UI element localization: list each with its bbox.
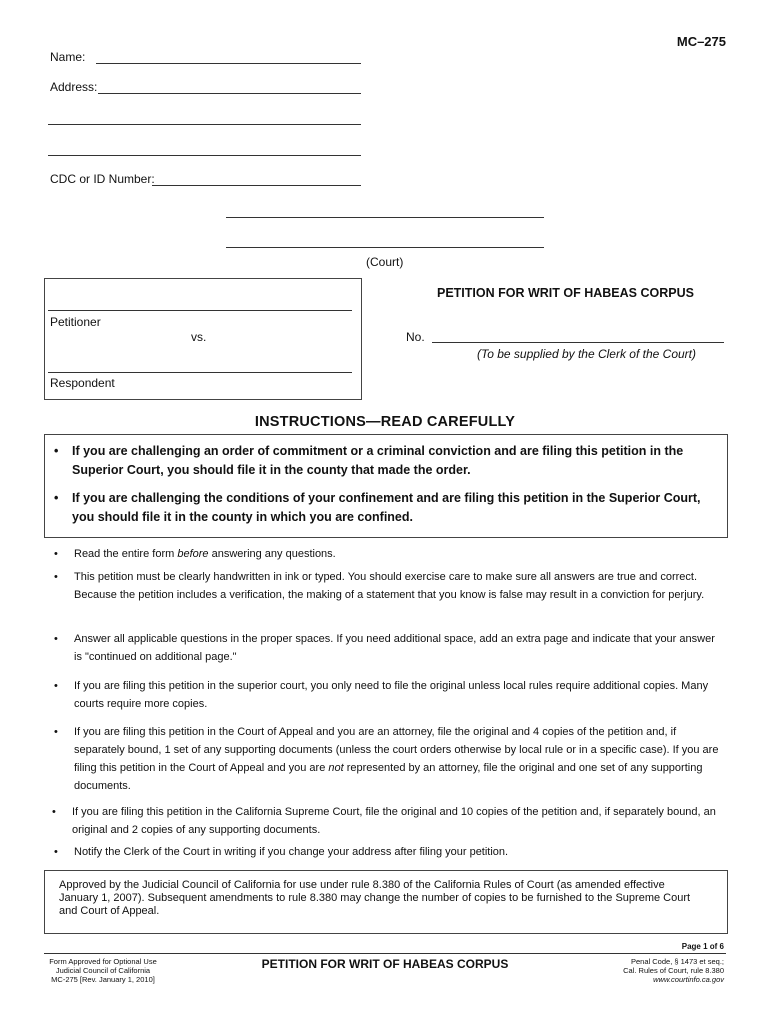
petitioner-label: Petitioner <box>50 315 101 329</box>
bullet: • <box>54 680 58 692</box>
footer-right-line-1: Penal Code, § 1473 et seq.; <box>631 957 724 966</box>
petitioner-field[interactable] <box>48 310 352 311</box>
case-number-note: (To be supplied by the Clerk of the Court) <box>477 347 697 361</box>
vs-label: vs. <box>191 330 207 344</box>
footer-website-link[interactable]: www.courtinfo.ca.gov <box>653 975 724 984</box>
bullet: • <box>54 491 59 505</box>
cdc-field[interactable] <box>152 185 361 186</box>
petition-title: PETITION FOR WRIT OF HABEAS CORPUS <box>437 286 694 300</box>
case-number-field[interactable] <box>432 342 724 343</box>
cdc-label: CDC or ID Number: <box>50 172 155 186</box>
bullet: • <box>52 806 56 818</box>
court-label: (Court) <box>366 255 404 269</box>
footer-right-line-2: Cal. Rules of Court, rule 8.380 <box>623 966 724 975</box>
bullet: • <box>54 548 58 560</box>
approval-notice-box <box>44 870 728 934</box>
case-number-label: No. <box>406 330 425 344</box>
bullet: • <box>54 571 58 583</box>
footer-left-line-3: MC-275 [Rev. January 1, 2010] <box>51 975 155 984</box>
address-label: Address: <box>50 80 98 94</box>
instructions-heading: INSTRUCTIONS—READ CAREFULLY <box>254 414 516 430</box>
footer-title: PETITION FOR WRIT OF HABEAS CORPUS <box>261 957 509 971</box>
footer-divider <box>44 953 726 954</box>
bullet: • <box>54 444 59 458</box>
bullet: • <box>54 633 58 645</box>
footer-left-line-1: Form Approved for Optional Use <box>49 957 157 966</box>
form-number: MC–275 <box>676 34 726 49</box>
respondent-label: Respondent <box>50 376 115 390</box>
address-field[interactable] <box>98 93 361 94</box>
footer-right <box>574 957 724 984</box>
court-field-line-2[interactable] <box>226 247 544 248</box>
bullet: • <box>54 846 58 858</box>
name-field[interactable] <box>96 63 361 64</box>
respondent-field[interactable] <box>48 372 352 373</box>
page-number: Page 1 of 6 <box>681 942 724 951</box>
name-label: Name: <box>50 50 86 64</box>
footer-left-line-2: Judicial Council of California <box>55 966 151 975</box>
address-field-line-2[interactable] <box>48 124 361 125</box>
address-field-line-3[interactable] <box>48 155 361 156</box>
court-field-line-1[interactable] <box>226 217 544 218</box>
bullet: • <box>54 726 58 738</box>
approval-notice-text: Approved by the Judicial Council of California for use under rule 8.380 of the California Rules of Court (as amended effective January 1, 2007). Subsequent amendments to rule 8.380 may change the number of copies to be furnished to the Supreme Court and Court of Appeal. <box>59 879 691 917</box>
